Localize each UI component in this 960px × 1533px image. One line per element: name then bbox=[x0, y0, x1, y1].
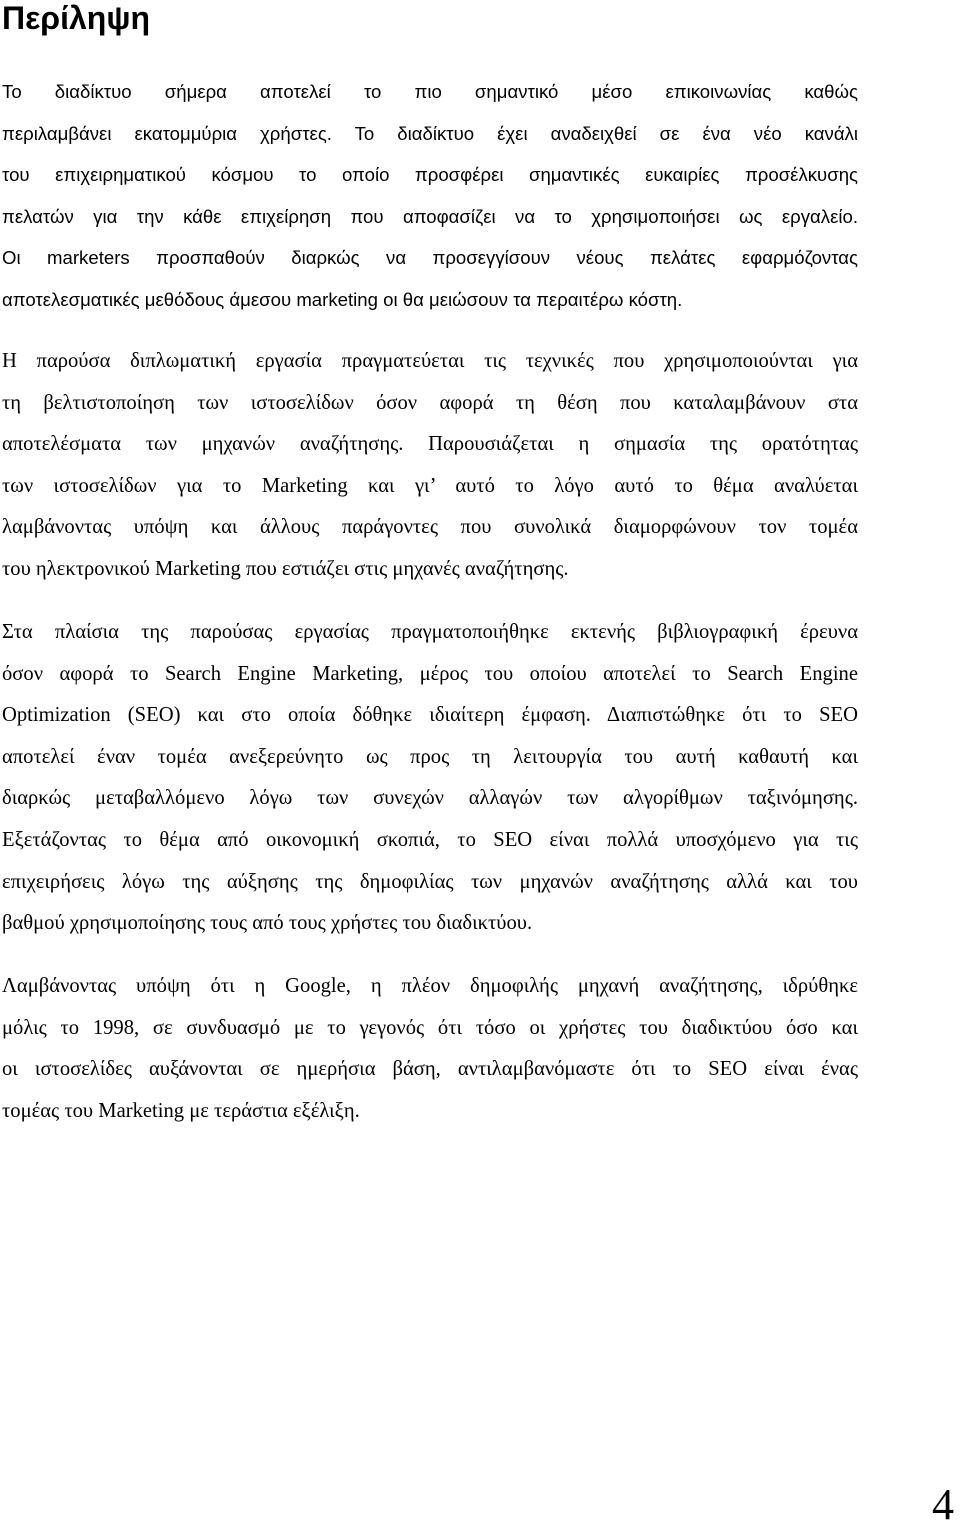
paragraph-line: περιλαμβάνει εκατομμύρια χρήστες. Το διαδίκτυο έχει αναδειχθεί σε ένα νέο κανάλι bbox=[2, 122, 858, 144]
paragraph-line: πελατών για την κάθε επιχείρηση που αποφασίζει να το χρησιμοποιήσει ως εργαλείο. bbox=[2, 205, 858, 227]
paragraph-line: βαθμού χρησιμοποίησης τους από τους χρήστες του διαδικτύου. bbox=[2, 912, 533, 935]
paragraph-line: όσον αφορά το Search Engine Marketing, μέρος του οποίου αποτελεί το Search Engine bbox=[2, 662, 858, 685]
paragraph-line: του επιχειρηματικού κόσμου το οποίο προσφέρει σημαντικές ευκαιρίες προσέλκυσης bbox=[2, 164, 858, 186]
page-number: 4 bbox=[932, 1480, 954, 1529]
paragraph-line: μόλις το 1998, σε συνδυασμό με το γεγονός ότι τόσο οι χρήστες του διαδικτύου όσο και bbox=[2, 1016, 858, 1039]
paragraph-line: αποτελεί έναν τομέα ανεξερεύνητο ως προς τη λειτουργία του αυτή καθαυτή και bbox=[2, 745, 858, 768]
page-title: Περίληψη bbox=[2, 0, 150, 36]
paragraph-line: των ιστοσελίδων για το Marketing και γι’ αυτό το λόγο αυτό το θέμα αναλύεται bbox=[2, 474, 858, 497]
paragraph-line: επιχειρήσεις λόγω της αύξησης της δημοφιλίας των μηχανών αναζήτησης αλλά και του bbox=[2, 870, 858, 893]
paragraph-line: διαρκώς μεταβαλλόμενο λόγω των συνεχών αλλαγών των αλγορίθμων ταξινόμησης. bbox=[2, 787, 858, 810]
paragraph-1 bbox=[2, 71, 858, 321]
paragraph-line: λαμβάνοντας υπόψη και άλλους παράγοντες που συνολικά διαμορφώνουν τον τομέα bbox=[2, 516, 858, 539]
paragraph-line: οι ιστοσελίδες αυξάνονται σε ημερήσια βάση, αντιλαμβανόμαστε ότι το SEO είναι ένας bbox=[2, 1058, 858, 1081]
paragraph-line: Η παρούσα διπλωματική εργασία πραγματεύεται τις τεχνικές που χρησιμοποιούνται για bbox=[2, 350, 858, 372]
paragraph-line: Οι marketers προσπαθούν διαρκώς να προσεγγίσουν νέους πελάτες εφαρμόζοντας bbox=[2, 247, 858, 269]
paragraph-line: Optimization (SEO) και στο οποία δόθηκε ιδιαίτερη έμφαση. Διαπιστώθηκε ότι το SEO bbox=[2, 704, 858, 727]
paragraph-line: Στα πλαίσια της παρούσας εργασίας πραγματοποιήθηκε εκτενής βιβλιογραφική έρευνα bbox=[2, 621, 858, 643]
paragraph-4 bbox=[2, 966, 858, 1132]
paragraph-line: Λαμβάνοντας υπόψη ότι η Google, η πλέον δημοφιλής μηχανή αναζήτησης, ιδρύθηκε bbox=[2, 975, 858, 997]
paragraph-2 bbox=[2, 341, 858, 591]
paragraph-line: Εξετάζοντας το θέμα από οικονομική σκοπιά, το SEO είναι πολλά υποσχόμενο για τις bbox=[2, 828, 858, 851]
paragraph-line: Το διαδίκτυο σήμερα αποτελεί το πιο σημαντικό μέσο επικοινωνίας καθώς bbox=[2, 81, 858, 102]
paragraph-line: τομέας του Marketing με τεράστια εξέλιξη. bbox=[2, 1099, 360, 1122]
paragraph-3 bbox=[2, 612, 858, 945]
paragraph-line: του ηλεκτρονικού Marketing που εστιάζει στις μηχανές αναζήτησης. bbox=[2, 557, 569, 580]
paragraph-line: αποτελέσματα των μηχανών αναζήτησης. Παρουσιάζεται η σημασία της ορατότητας bbox=[2, 433, 858, 456]
paragraph-line: αποτελεσματικές μεθόδους άμεσου marketing οι θα μειώσουν τα περαιτέρω κόστη. bbox=[2, 288, 683, 310]
paragraph-line: τη βελτιστοποίηση των ιστοσελίδων όσον αφορά τη θέση που καταλαμβάνουν στα bbox=[2, 391, 858, 414]
